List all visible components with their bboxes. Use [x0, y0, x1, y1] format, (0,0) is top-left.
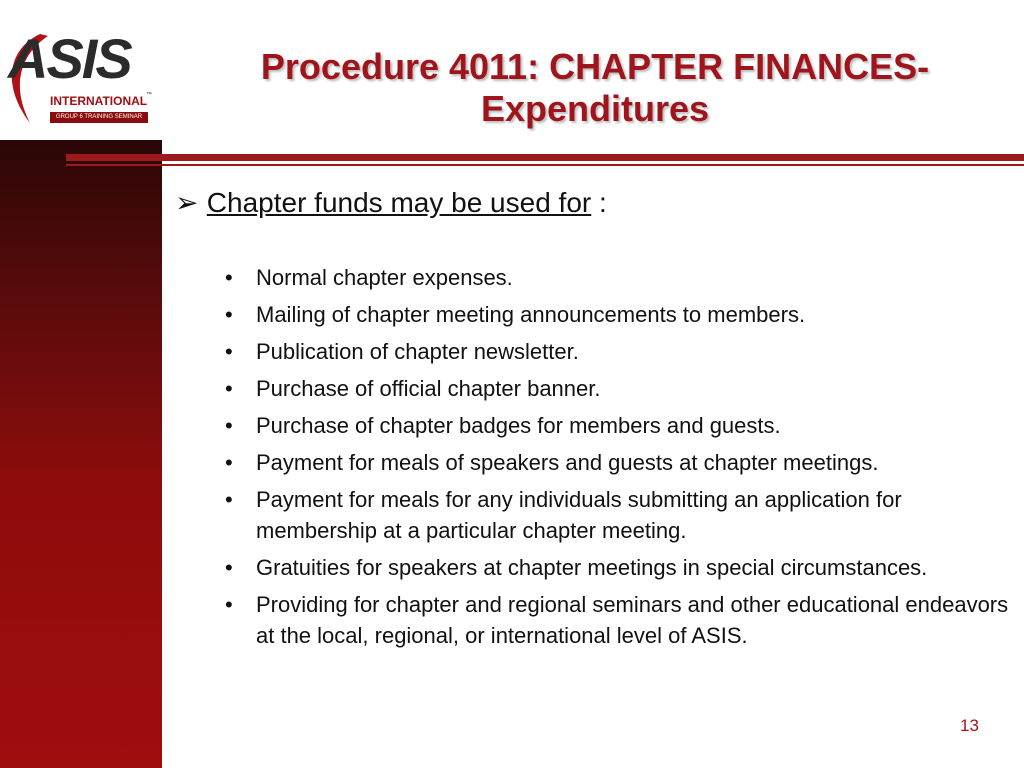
- sidebar-band: [0, 140, 162, 768]
- asis-logo: [0, 18, 155, 136]
- section-heading-text: Chapter funds may be used for: [206, 187, 592, 218]
- list-item: • Payment for meals of speakers and guests at chapter meetings.: [222, 447, 1017, 478]
- list-item: • Purchase of official chapter banner.: [222, 373, 1017, 404]
- expenditure-list: [222, 262, 1017, 657]
- slide-title-line1: Procedure 4011: CHAPTER FINANCES-: [260, 46, 930, 87]
- list-item: • Normal chapter expenses.: [222, 262, 1017, 293]
- arrow-bullet-icon: ➢: [175, 187, 199, 218]
- list-item: • Gratuities for speakers at chapter meetings in special circumstances.: [222, 552, 1017, 583]
- title-divider-thin: [66, 164, 1024, 166]
- section-heading: [175, 186, 607, 219]
- logo-trademark: ™: [146, 92, 152, 98]
- list-item: • Payment for meals for any individuals submitting an application for membership at a particular chapter meeting.: [222, 484, 1017, 546]
- list-item: • Providing for chapter and regional seminars and other educational endeavors at the local, regional, or international level of ASIS.: [222, 589, 1017, 651]
- section-heading-suffix: :: [591, 187, 607, 218]
- title-divider-thick: [66, 154, 1024, 161]
- list-item: • Purchase of chapter badges for members and guests.: [222, 410, 1017, 441]
- logo-subtitle: GROUP 6 TRAINING SEMINAR: [50, 112, 148, 123]
- logo-international: INTERNATIONAL: [50, 94, 148, 108]
- slide-title-line2: Expenditures: [480, 88, 710, 129]
- logo-wordmark: ASIS: [8, 27, 131, 90]
- slide-title: [175, 46, 1015, 130]
- list-item: • Publication of chapter newsletter.: [222, 336, 1017, 367]
- page-number: 13: [960, 716, 979, 735]
- list-item: • Mailing of chapter meeting announcements to members.: [222, 299, 1017, 330]
